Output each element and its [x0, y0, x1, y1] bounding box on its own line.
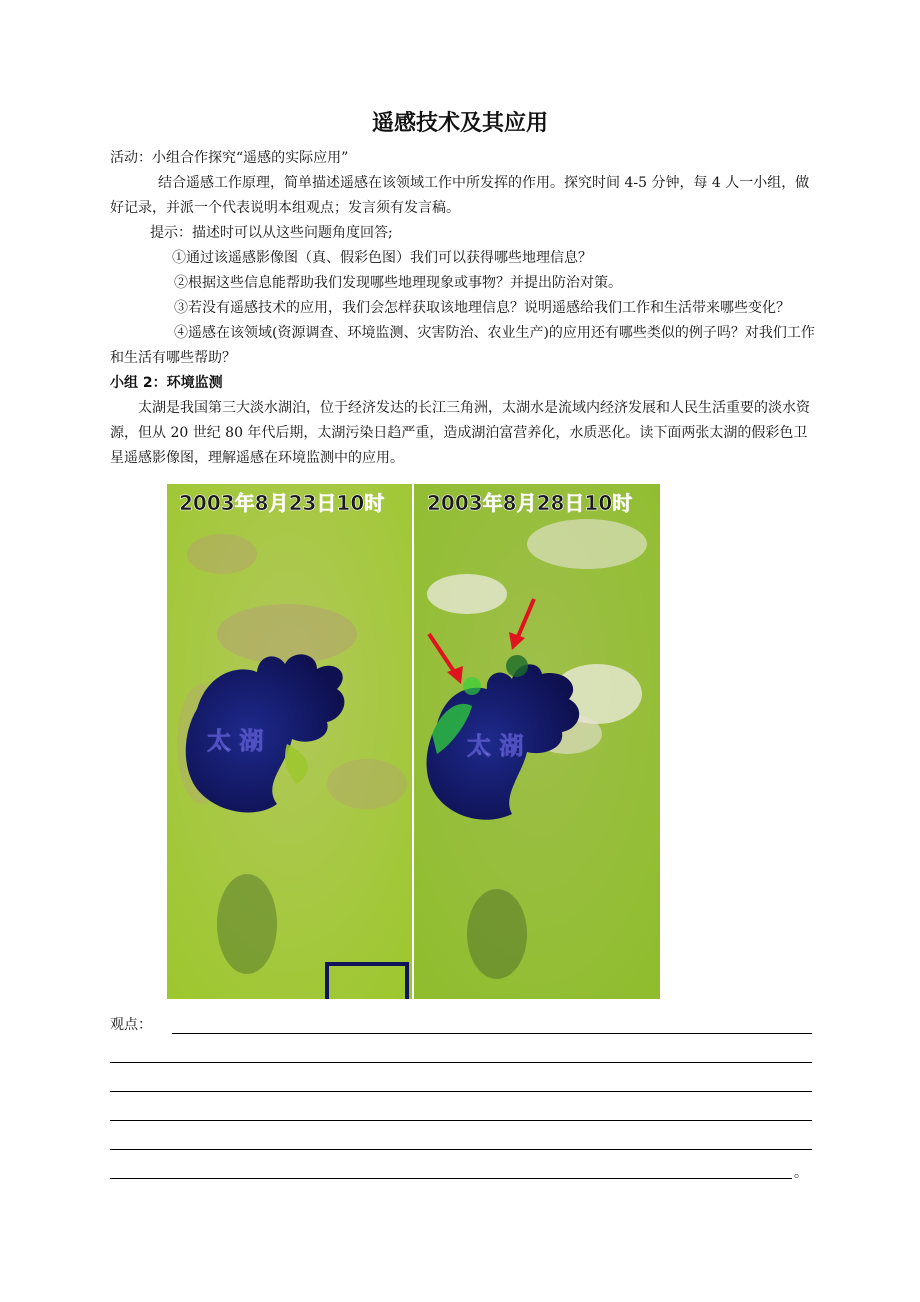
question-2: ②根据这些信息能帮助我们发现哪些地理现象或事物？并提出防治对策。	[174, 275, 622, 291]
activity-line: 活动：小组合作探究“遥感的实际应用”	[110, 150, 349, 166]
answer-end-mark: 。	[794, 1165, 808, 1181]
document-body	[110, 146, 820, 471]
left-satellite-panel	[167, 484, 412, 999]
intro-paragraph: 结合遥感工作原理，简单描述遥感在该领域工作中所发挥的作用。探究时间 4-5 分钟，每 4 人一小组，做好记录，并派一个代表说明本组观点；发言须有发言稿。	[110, 175, 810, 216]
left-lake-label: 太 湖	[207, 727, 264, 755]
answer-line-3[interactable]	[110, 1091, 812, 1092]
question-4: ④遥感在该领域(资源调查、环境监测、灾害防治、农业生产)的应用还有哪些类似的例子吗？对我们工作和生活有哪些帮助？	[110, 325, 815, 366]
answer-line-2[interactable]	[110, 1062, 812, 1063]
answer-line-6[interactable]	[110, 1178, 792, 1179]
question-3: ③若没有遥感技术的应用，我们会怎样获取该地理信息？说明遥感给我们工作和生活带来哪些变化？	[174, 300, 790, 316]
group-title: 小组 2：环境监测	[110, 375, 223, 391]
left-caption: 2003年8月23日10时	[179, 491, 385, 515]
page-title: 遥感技术及其应用	[371, 111, 548, 136]
answer-line-5[interactable]	[110, 1149, 812, 1150]
answer-line-1[interactable]	[172, 1033, 812, 1034]
hint-line: 提示：描述时可以从这些问题角度回答;	[150, 225, 393, 241]
answer-label: 观点：	[110, 1017, 152, 1033]
right-satellite-panel	[414, 484, 660, 999]
answer-line-4[interactable]	[110, 1120, 812, 1121]
question-1: ①通过该遥感影像图（真、假彩色图）我们可以获得哪些地理信息？	[172, 250, 592, 266]
group-paragraph: 太湖是我国第三大淡水湖泊，位于经济发达的长江三角洲，太湖水是流域内经济发展和人民生活重要的淡水资源，但从 20 世纪 80 年代后期，太湖污染日趋严重，造成湖泊富营养化，水质恶化。读下面两张太湖的假彩色卫星遥感影像图，理解遥感在环境监测中的应用。	[110, 400, 810, 466]
right-lake-label: 太 湖	[467, 732, 524, 760]
satellite-image-figure	[167, 484, 660, 999]
right-caption: 2003年8月28日10时	[427, 491, 633, 515]
